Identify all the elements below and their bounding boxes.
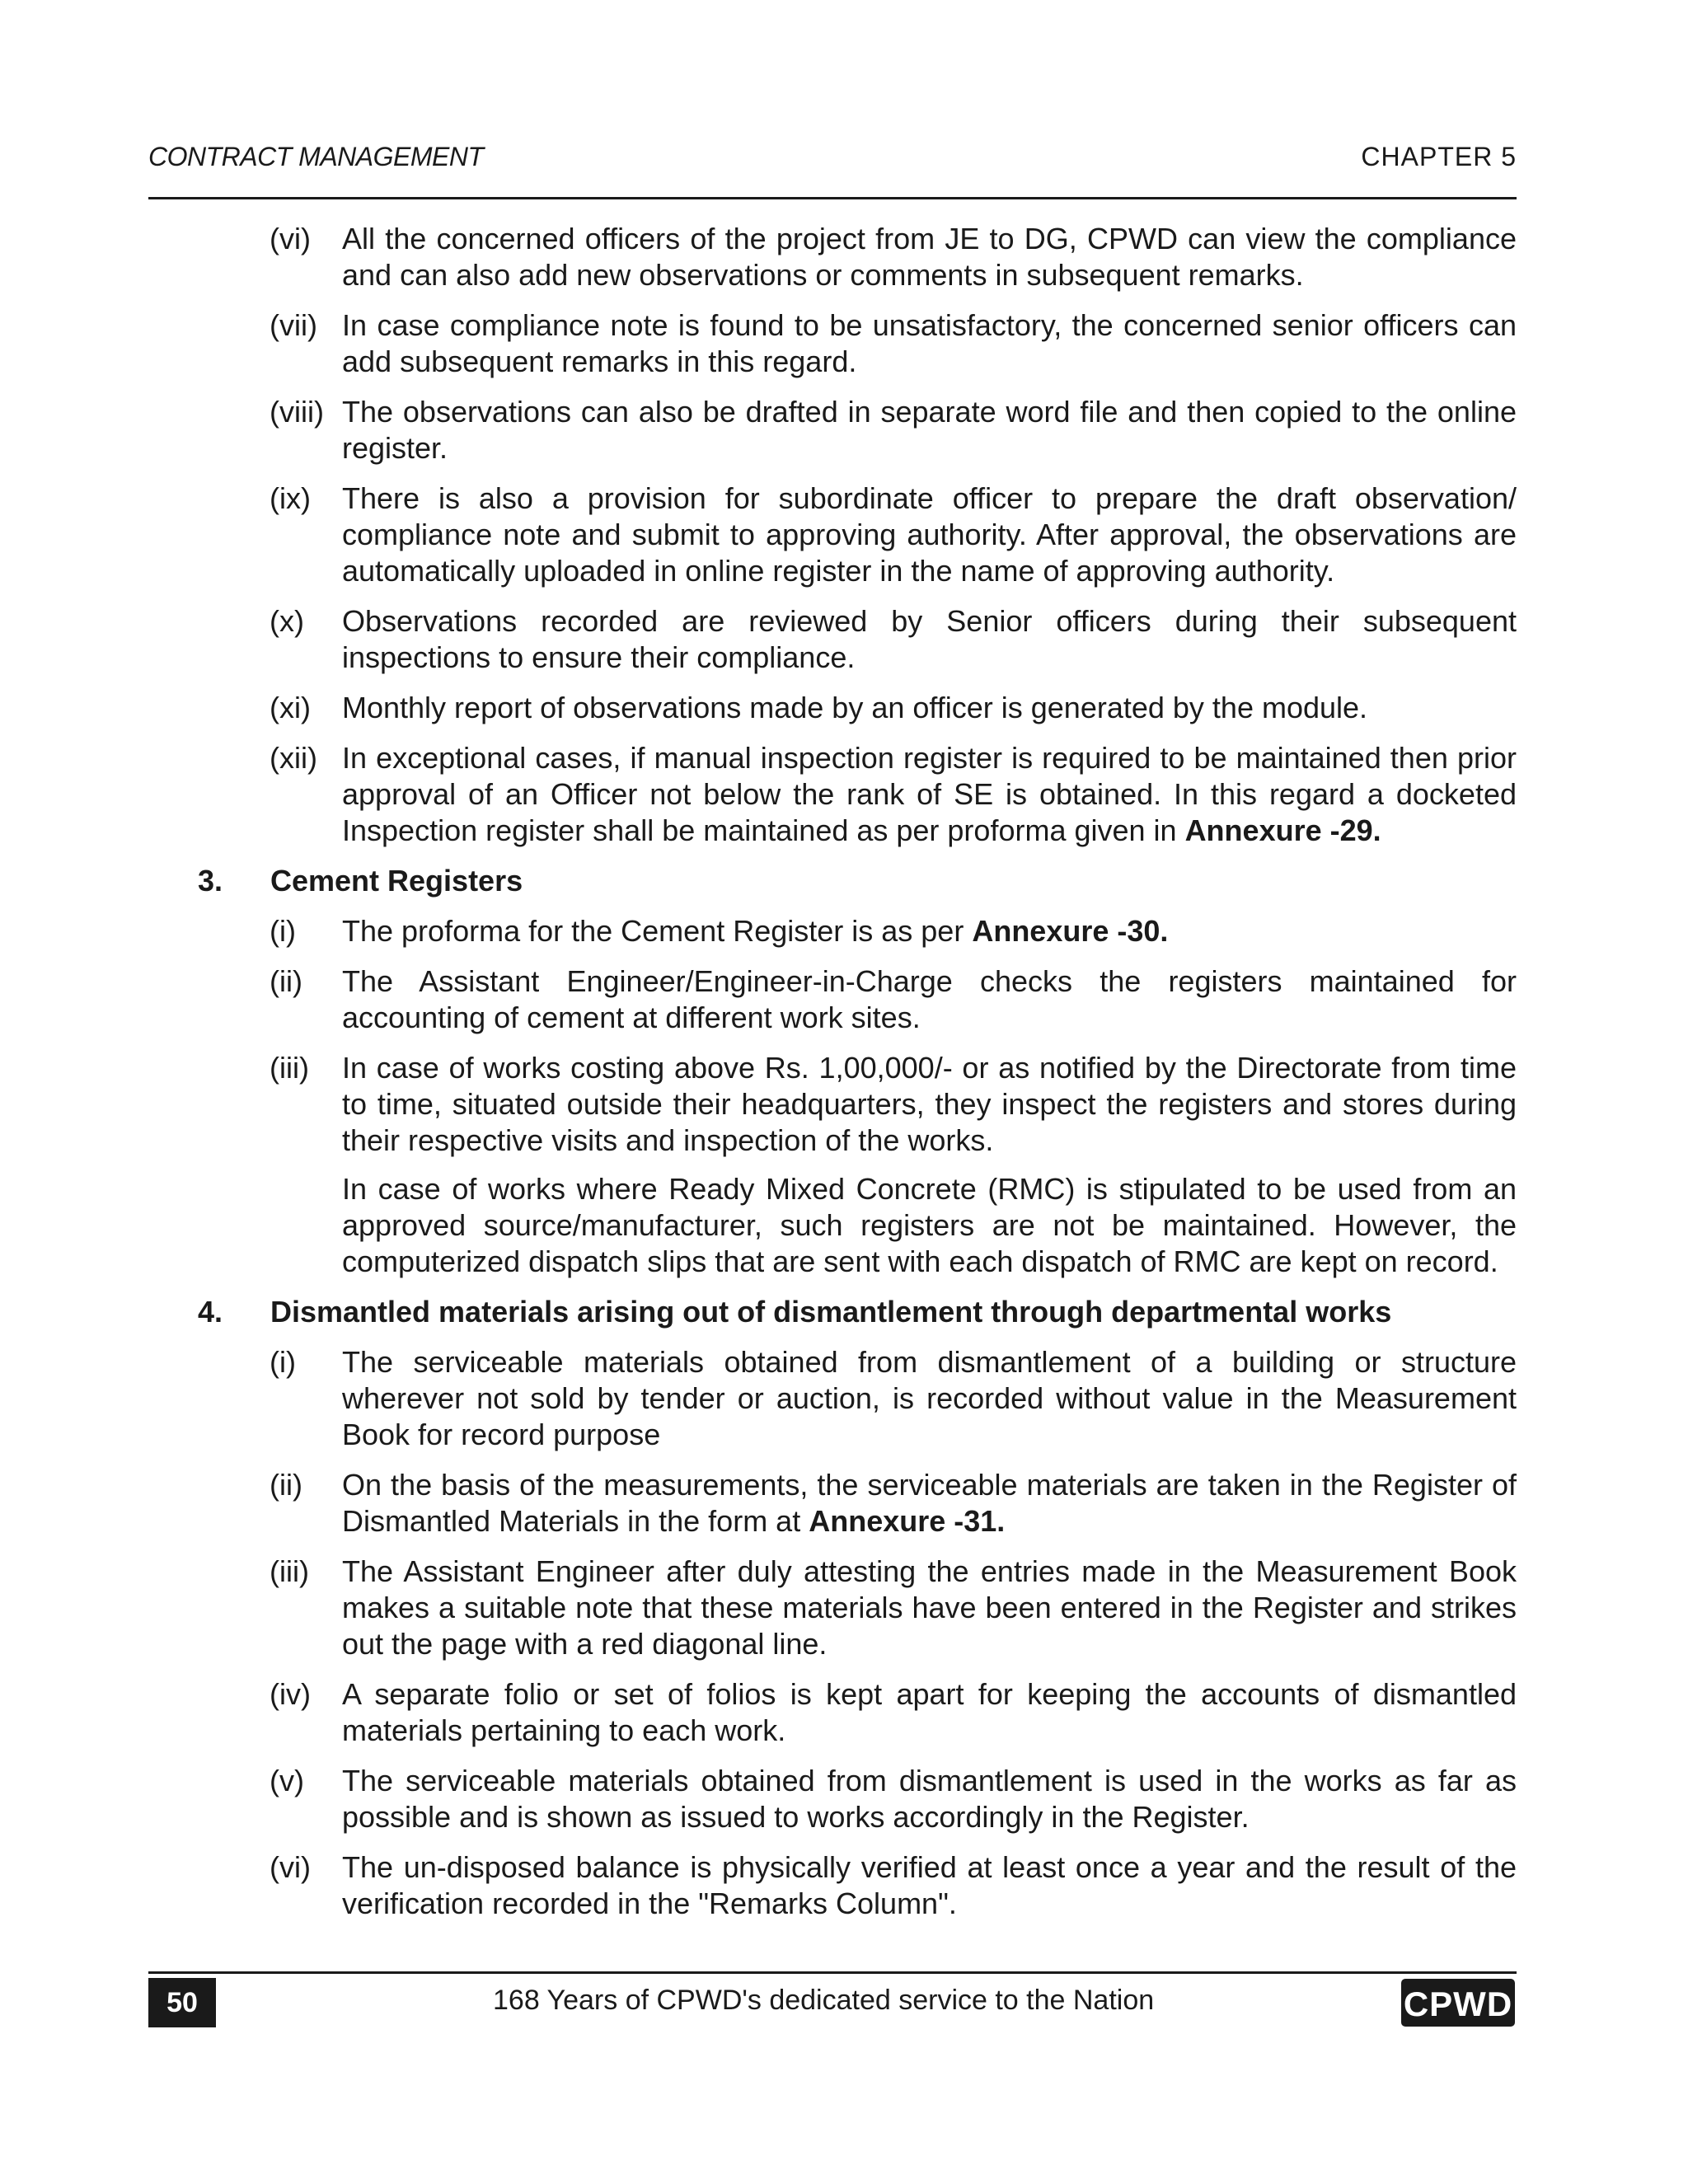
list-item: [148, 913, 1517, 949]
item-number: (xii): [270, 741, 317, 775]
list-item: [148, 1344, 1517, 1453]
list-item: [148, 1849, 1517, 1922]
page-body: [148, 221, 1517, 1936]
item-number: (x): [270, 604, 304, 638]
item-number: (ix): [270, 481, 311, 515]
list-item: [148, 963, 1517, 1036]
item-number: (ii): [270, 964, 302, 998]
list-item: [148, 1554, 1517, 1662]
item-number: (iv): [270, 1677, 311, 1711]
item-text: The proforma for the Cement Register is as per: [342, 914, 973, 948]
footer-tagline: 168 Years of CPWD's dedicated service to the Nation: [493, 1985, 1155, 2016]
section-number: 3.: [198, 864, 223, 898]
continuation-paragraph: [148, 1171, 1517, 1280]
item-text: The Assistant Engineer/Engineer-in-Charge checks the registers maintained for accounting of cement at different work sites.: [342, 964, 1517, 1034]
annexure-reference: Annexure -29.: [1184, 813, 1381, 847]
list-item: [148, 394, 1517, 466]
item-text: Observations recorded are reviewed by Senior officers during their subsequent inspections to ensure their compliance.: [342, 604, 1517, 674]
list-item: [148, 603, 1517, 676]
section-number: 4.: [198, 1295, 223, 1329]
item-number: (vi): [270, 222, 311, 255]
list-item: [148, 1467, 1517, 1540]
running-title: CONTRACT MANAGEMENT: [148, 142, 484, 171]
item-text: In case compliance note is found to be unsatisfactory, the concerned senior officers can add subsequent remarks in this regard.: [342, 308, 1517, 378]
item-number: (i): [270, 914, 296, 948]
footer-divider: [148, 1971, 1517, 1974]
section-title: Dismantled materials arising out of dismantlement through departmental works: [270, 1295, 1392, 1329]
page-number: 50: [148, 1978, 216, 2027]
chapter-label: CHAPTER 5: [1361, 142, 1517, 171]
section-heading-cement-registers: [148, 863, 1517, 899]
item-number: (ii): [270, 1468, 302, 1502]
cpwd-logo: [1401, 1979, 1515, 2027]
logo-text: CPWD: [1403, 1985, 1513, 2023]
section-title: Cement Registers: [270, 864, 523, 898]
item-text: The un-disposed balance is physically verified at least once a year and the result of the verification recorded in the "Remarks Column".: [342, 1850, 1517, 1920]
item-text: On the basis of the measurements, the serviceable materials are taken in the Register of Dismantled Materials in the form at: [342, 1468, 1517, 1538]
list-item: [148, 740, 1517, 849]
header-divider: [148, 197, 1517, 199]
list-item: [148, 1676, 1517, 1749]
annexure-reference: Annexure -31.: [809, 1504, 1006, 1538]
item-text: In case of works costing above Rs. 1,00,000/- or as notified by the Directorate from time to time, situated outside their headquarters, they inspect the registers and stores during their respective visits and inspection of the works.: [342, 1051, 1517, 1157]
item-text: The Assistant Engineer after duly attesting the entries made in the Measurement Book makes a suitable note that these materials have been entered in the Register and strikes out the page with a red diagonal line.: [342, 1554, 1517, 1661]
item-text: Monthly report of observations made by an officer is generated by the module.: [342, 691, 1368, 724]
item-number: (vi): [270, 1850, 311, 1884]
item-number: (vii): [270, 308, 317, 342]
item-number: (xi): [270, 691, 311, 724]
item-text: There is also a provision for subordinate officer to prepare the draft observation/ compliance note and submit to approving authority. After approval, the observations are automatically uploaded in online register in the name of approving authority.: [342, 481, 1517, 588]
item-text: A separate folio or set of folios is kept apart for keeping the accounts of dismantled materials pertaining to each work.: [342, 1677, 1517, 1747]
item-number: (i): [270, 1345, 296, 1379]
item-number: (v): [270, 1764, 304, 1797]
item-number: (iii): [270, 1554, 309, 1588]
item-text: All the concerned officers of the project from JE to DG, CPWD can view the compliance and can also add new observations or comments in subsequent remarks.: [342, 222, 1517, 292]
item-text: In exceptional cases, if manual inspection register is required to be maintained then prior approval of an Officer not below the rank of SE is obtained. In this regard a docketed Inspection register shall be maintained as per proforma given in: [342, 741, 1517, 847]
list-item: [148, 690, 1517, 726]
item-number: (viii): [270, 395, 324, 429]
section-heading-dismantled-materials: [148, 1294, 1517, 1330]
item-text: The serviceable materials obtained from dismantlement of a building or structure wherever not sold by tender or auction, is recorded without value in the Measurement Book for record purpose: [342, 1345, 1517, 1451]
list-item: [148, 1763, 1517, 1835]
list-item: [148, 1050, 1517, 1159]
list-item: [148, 307, 1517, 380]
annexure-reference: Annexure -30.: [972, 914, 1169, 948]
item-text: The serviceable materials obtained from dismantlement is used in the works as far as possible and is shown as issued to works accordingly in the Register.: [342, 1764, 1517, 1834]
list-item: [148, 480, 1517, 589]
list-item: [148, 221, 1517, 293]
paragraph-text: In case of works where Ready Mixed Concrete (RMC) is stipulated to be used from an approved source/manufacturer, such registers are not be maintained. However, the computerized dispatch slips that are sent with each dispatch of RMC are kept on record.: [342, 1172, 1517, 1278]
item-number: (iii): [270, 1051, 309, 1085]
item-text: The observations can also be drafted in separate word file and then copied to the online register.: [342, 395, 1517, 465]
page-header: [148, 142, 1517, 183]
